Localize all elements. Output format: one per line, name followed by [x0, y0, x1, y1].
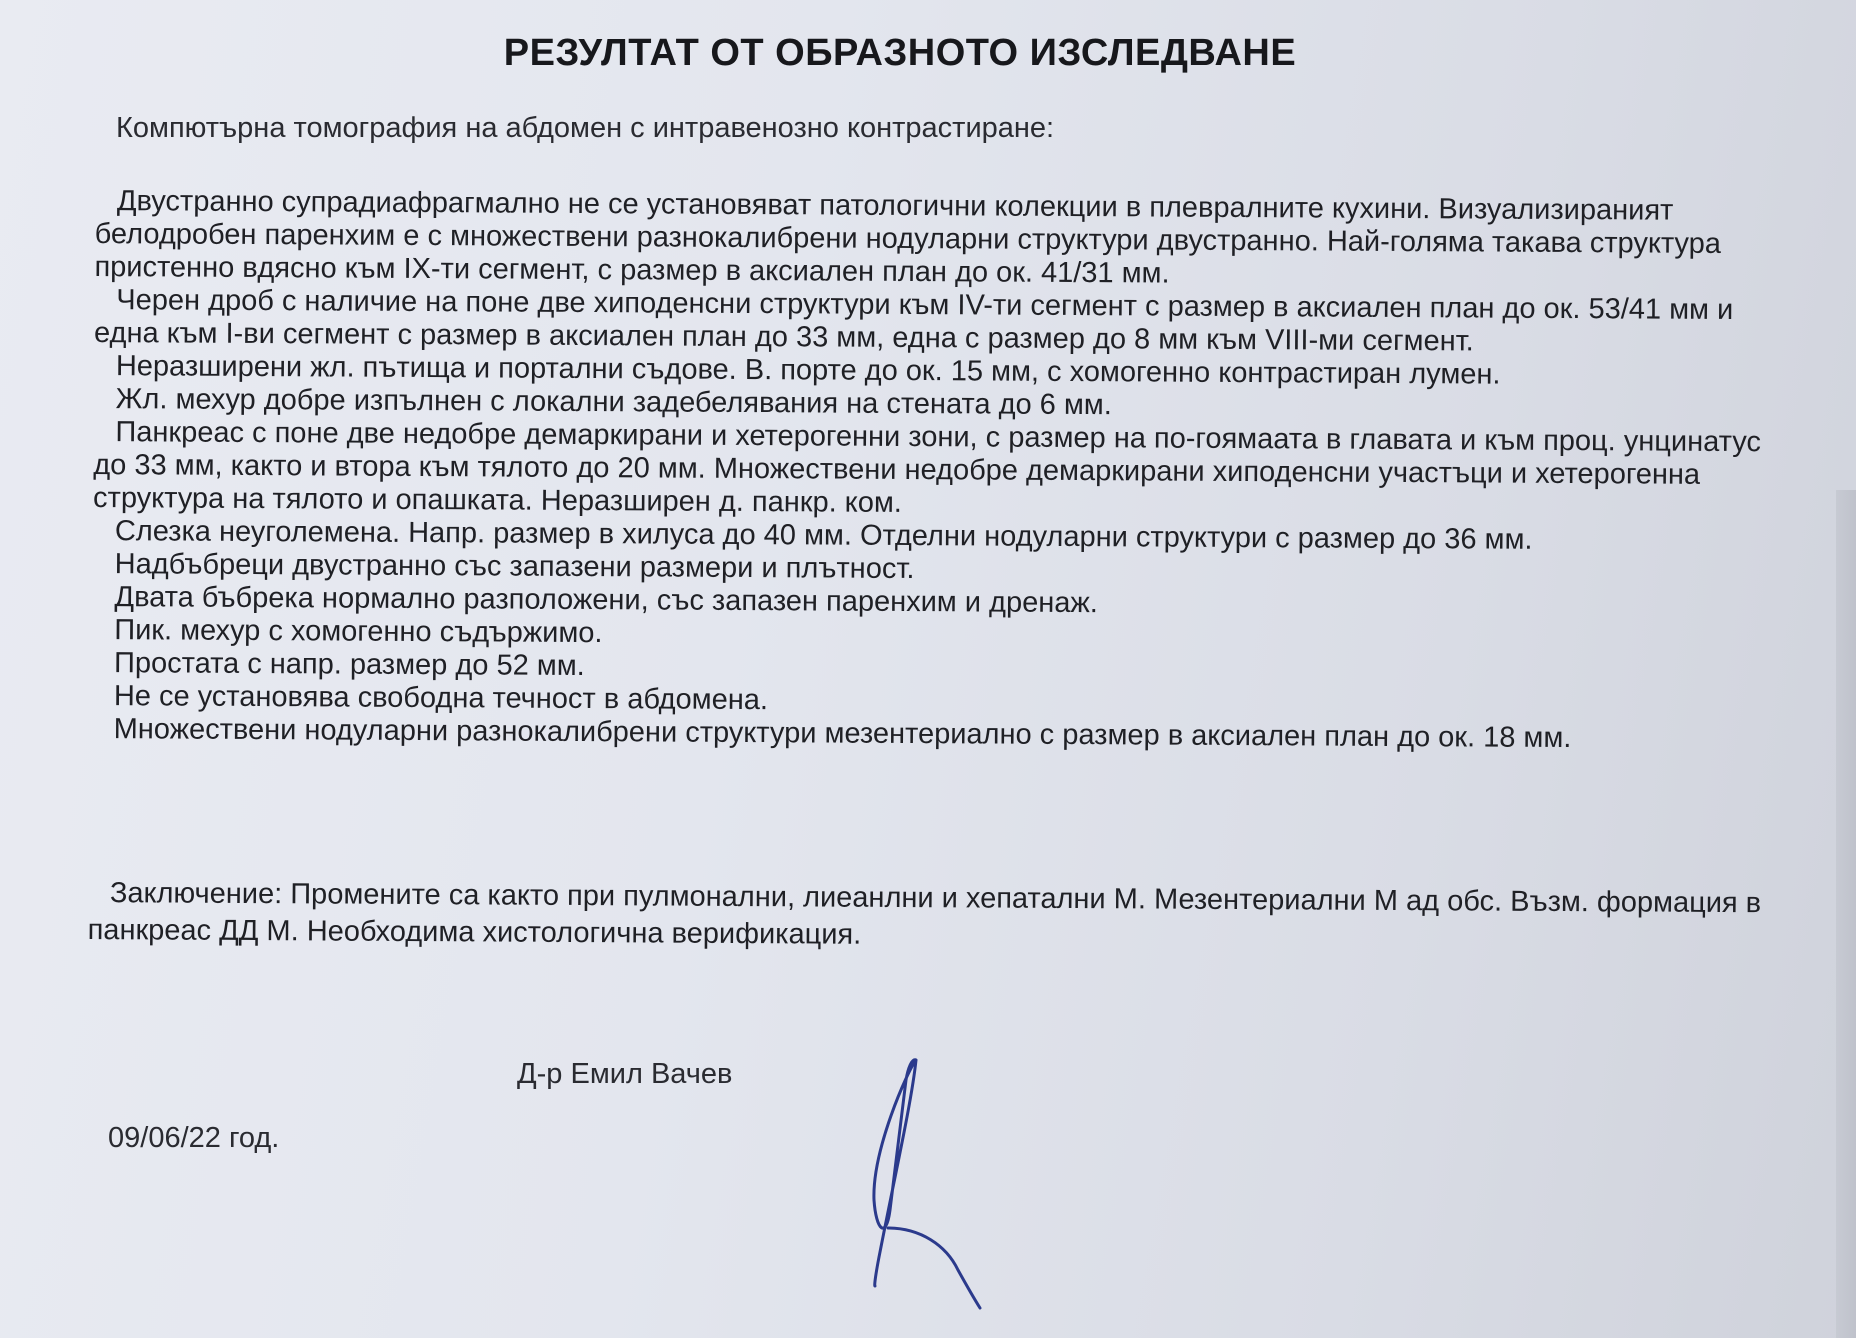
- finding-paragraph: Панкреас с поне две недобре демаркирани и хетерогенни зони, с размер на по-гоямаата в главата и към проц. унцинатус до 33 мм, както и втора към тялото до 20 мм. Множествени недобре демаркирани хиподенсни участъци и хетерогенна структура на тялото и опашката. Неразширен д. панкр. ком.: [92, 416, 1762, 519]
- finding-paragraph: Жл. мехур добре изпълнен с локални задебелявания на стената до 6 мм.: [115, 383, 1112, 422]
- finding-paragraph: Двата бъбрека нормално разположени, със запазен паренхим и дренаж.: [114, 581, 1098, 620]
- findings-section: [92, 185, 1775, 756]
- finding-paragraph: Множествени нодуларни разнокалибрени структури мезентериално с размер в аксиален план до ок. 18 мм.: [113, 713, 1572, 755]
- doctor-name: Д-р Емил Вачев: [517, 1058, 733, 1090]
- handwritten-signature: [850, 1040, 1030, 1320]
- finding-paragraph: Пик. мехур с хомогенно съдържимо.: [114, 614, 603, 650]
- finding-paragraph: Слезка неуголемена. Напр. размер в хилуса до 40 мм. Отделни нодуларни структури с размер до 36 мм.: [114, 515, 1533, 556]
- finding-paragraph: Простата с напр. размер до 52 мм.: [113, 647, 585, 683]
- report-date: 09/06/22 год.: [108, 1122, 280, 1154]
- finding-paragraph: Черен дроб с наличие на поне две хиподенсни структури към IV-ти сегмент с размер в аксиален план до ок. 53/41 мм и една към I-ви сегмент с размер в аксиален план до 33 мм, една с размер до 8 мм към VIII-ми сегмент.: [93, 284, 1734, 358]
- finding-paragraph: Не се установява свободна течност в абдомена.: [113, 680, 769, 717]
- finding-paragraph: Неразширени жл. пътища и портални съдове. В. порте до ок. 15 мм, с хомогенно контрастиран лумен.: [115, 350, 1501, 391]
- conclusion: Заключение: Промените са както при пулмонални, лиеанлни и хепатални М. Мезентериални М ад обс. Възм. формация в панкреас ДД М. Необходима хистологична верификация.: [87, 877, 1762, 951]
- finding-paragraph: Надбъбреци двустранно със запазени размери и плътност.: [114, 548, 915, 586]
- finding-paragraph: Двустранно супрадиафрагмално не се установяват патологични колекции в плевралните кухини. Визуализираният белодробен паренхим е с множествени разнокалибрени нодуларни структури двустранно. Най-голяма такава структура пристенно вдясно към IX-ти сегмент, с размер в аксиален план до ок. 41/31 мм.: [94, 185, 1722, 290]
- exam-type: Компютърна томография на абдомен с интравенозно контрастиране:: [116, 112, 1055, 144]
- page-edge-shadow: [1836, 490, 1856, 1338]
- report-title: РЕЗУЛТАТ ОТ ОБРАЗНОТО ИЗСЛЕДВАНЕ: [503, 32, 1297, 74]
